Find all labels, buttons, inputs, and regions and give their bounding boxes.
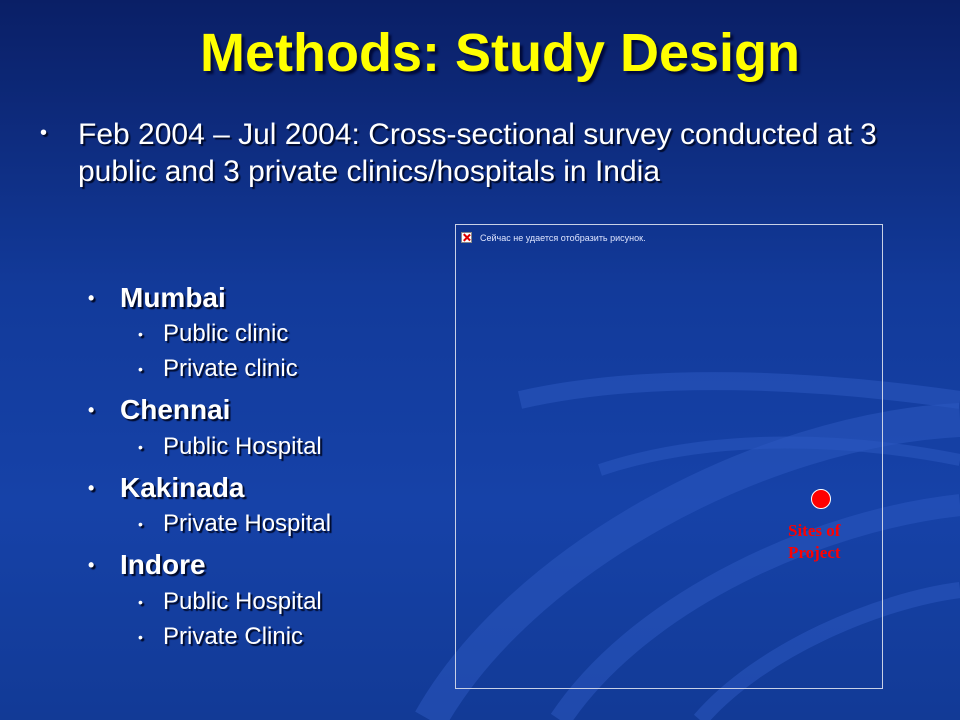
main-bullet-text: Feb 2004 – Jul 2004: Cross-sectional survey conducted at 3 public and 3 private clinics/hospitals in India (78, 118, 877, 188)
city-name: Chennai (120, 394, 231, 425)
bullet-dot: • (138, 594, 143, 610)
broken-image-text: Сейчас не удается отобразить рисунок. (480, 232, 646, 243)
bullet-dot: • (88, 478, 95, 498)
bullet-dot: • (138, 516, 143, 532)
site-name: Public clinic (163, 320, 289, 347)
city-name: Indore (120, 549, 206, 580)
site-name: Public Hospital (163, 588, 322, 615)
site-marker-dot (811, 489, 831, 509)
slide-title: Methods: Study Design (199, 23, 800, 83)
bullet-dot: • (138, 326, 143, 342)
bullet-dot: • (138, 439, 143, 455)
bullet-dot: • (88, 555, 95, 575)
bullet-dot: • (88, 400, 95, 420)
bullet-dot: • (40, 122, 48, 144)
site-name: Private Hospital (163, 510, 332, 537)
site-name: Private clinic (163, 355, 298, 382)
site-name: Public Hospital (163, 433, 322, 460)
bullet-dot: • (88, 288, 95, 308)
map-image-placeholder (455, 224, 883, 689)
broken-image-notice (461, 232, 646, 243)
site-name: Private Clinic (163, 623, 304, 650)
bullet-dot: • (138, 629, 143, 645)
city-name: Kakinada (120, 472, 245, 503)
bullet-dot: • (138, 361, 143, 377)
broken-image-icon (461, 232, 472, 243)
city-name: Mumbai (120, 282, 226, 313)
site-marker-label: Sites of Project (788, 521, 841, 562)
